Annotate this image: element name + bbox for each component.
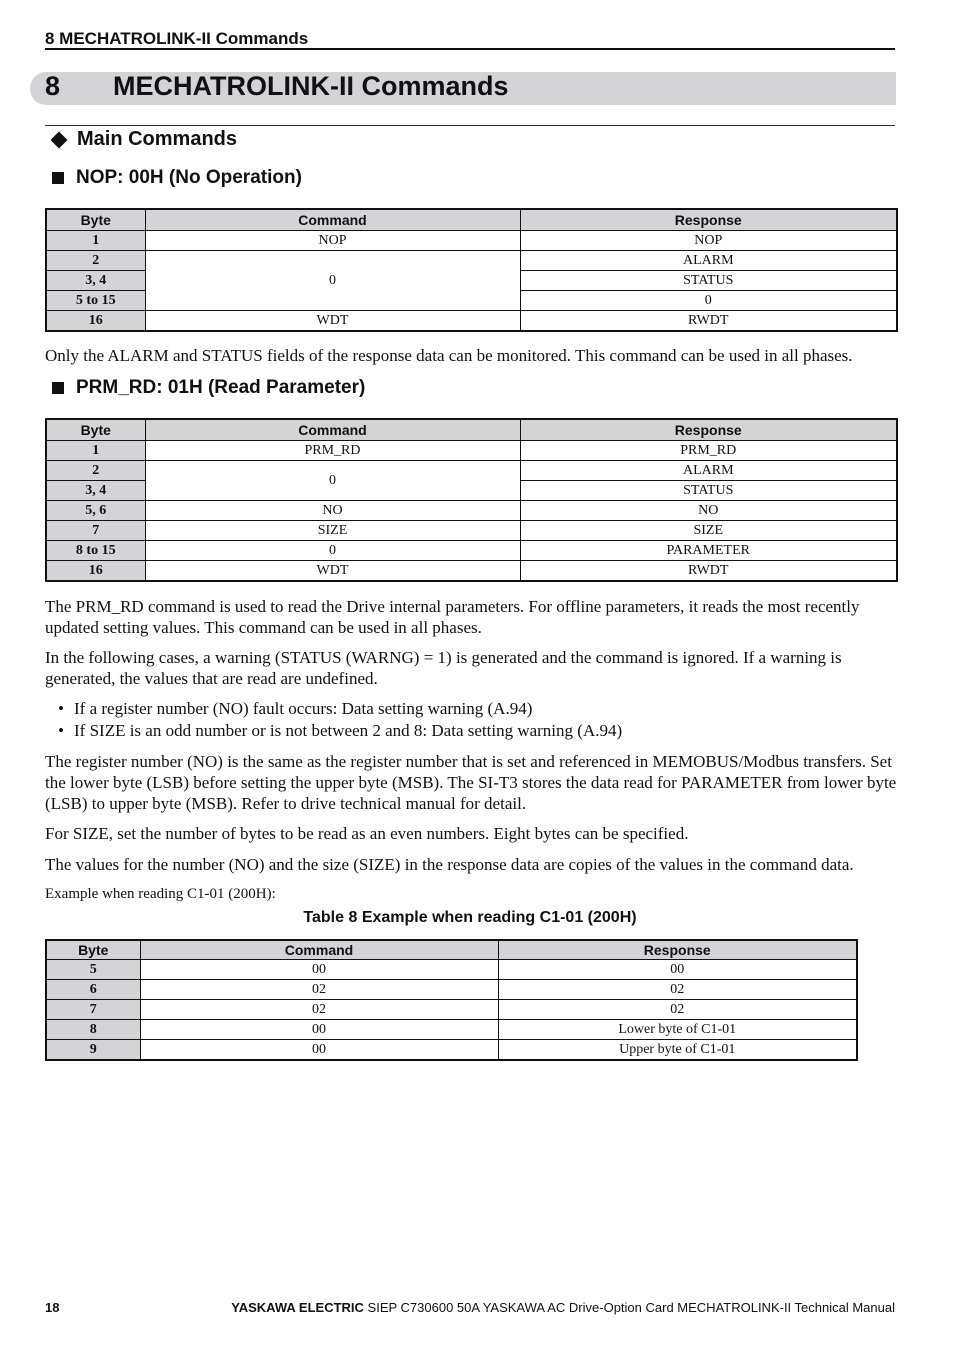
response-cell: 02 xyxy=(498,980,857,1000)
body-paragraph: For SIZE, set the number of bytes to be read as an even numbers. Eight bytes can be specified. xyxy=(45,824,689,843)
prm-rd-table xyxy=(45,418,898,582)
response-cell: Upper byte of C1-01 xyxy=(498,1040,857,1061)
byte-cell: 1 xyxy=(46,441,145,461)
table-header-row xyxy=(46,209,897,231)
byte-cell: 6 xyxy=(46,980,140,1000)
response-cell: NO xyxy=(520,501,897,521)
body-paragraph: In the following cases, a warning (STATUS (WARNG) = 1) is generated and the command is ignored. If a warning is generated, the values that are read are undefined. xyxy=(45,648,842,688)
response-cell: STATUS xyxy=(520,481,897,501)
prm-rd-heading xyxy=(52,377,365,399)
table-row xyxy=(46,1040,857,1061)
table-row xyxy=(46,441,897,461)
command-cell: PRM_RD xyxy=(145,441,520,461)
example-table xyxy=(45,939,858,1061)
byte-cell: 7 xyxy=(46,1000,140,1020)
square-bullet-icon xyxy=(52,382,64,394)
table-row xyxy=(46,561,897,582)
command-cell: 02 xyxy=(140,980,498,1000)
response-cell: STATUS xyxy=(520,271,897,291)
command-cell: 0 xyxy=(145,251,520,311)
chapter-number: 8 xyxy=(45,71,61,101)
response-cell: 00 xyxy=(498,960,857,980)
command-cell: NO xyxy=(145,501,520,521)
footer-document-title: SIEP C730600 50A YASKAWA AC Drive-Option Card MECHATROLINK-II Technical Manual xyxy=(363,1300,895,1315)
byte-cell: 2 xyxy=(46,251,145,271)
table-row xyxy=(46,231,897,251)
byte-cell: 16 xyxy=(46,561,145,582)
byte-cell: 16 xyxy=(46,311,145,332)
response-cell: 02 xyxy=(498,1000,857,1020)
nop-heading xyxy=(52,167,302,189)
column-header: Command xyxy=(145,209,520,231)
table-row xyxy=(46,251,897,271)
command-cell: 00 xyxy=(140,960,498,980)
list-item-text: If SIZE is an odd number or is not between 2 and 8: Data setting warning (A.94) xyxy=(74,721,623,740)
column-header: Command xyxy=(145,419,520,441)
table-row xyxy=(46,521,897,541)
response-cell: 0 xyxy=(520,291,897,311)
response-cell: RWDT xyxy=(520,311,897,332)
table-row xyxy=(46,461,897,481)
table-row xyxy=(46,541,897,561)
column-header: Byte xyxy=(46,209,145,231)
command-cell: 0 xyxy=(145,541,520,561)
byte-cell: 2 xyxy=(46,461,145,481)
byte-cell: 9 xyxy=(46,1040,140,1061)
column-header: Response xyxy=(498,940,857,960)
command-cell: 00 xyxy=(140,1040,498,1061)
footer-publisher: YASKAWA ELECTRIC xyxy=(231,1300,364,1315)
table-row xyxy=(46,501,897,521)
byte-cell: 3, 4 xyxy=(46,481,145,501)
response-cell: ALARM xyxy=(520,461,897,481)
example-label: Example when reading C1-01 (200H): xyxy=(45,886,276,902)
running-header: 8 MECHATROLINK-II Commands xyxy=(45,29,309,48)
list-item: • If a register number (NO) fault occurs: Data setting warning (A.94) xyxy=(58,699,533,718)
nop-note: Only the ALARM and STATUS fields of the response data can be monitored. This command can be used in all phases. xyxy=(45,346,853,365)
response-cell: Lower byte of C1-01 xyxy=(498,1020,857,1040)
byte-cell: 1 xyxy=(46,231,145,251)
list-item: • If SIZE is an odd number or is not between 2 and 8: Data setting warning (A.94) xyxy=(58,721,623,740)
section-title: Main Commands xyxy=(77,128,238,150)
table-row xyxy=(46,1020,857,1040)
response-cell: SIZE xyxy=(520,521,897,541)
body-paragraph: The values for the number (NO) and the size (SIZE) in the response data are copies of the values in the command data. xyxy=(45,855,854,874)
list-item-text: If a register number (NO) fault occurs: Data setting warning (A.94) xyxy=(74,699,533,718)
table-caption: Table 8 Example when reading C1-01 (200H) xyxy=(303,909,637,926)
column-header: Response xyxy=(520,419,897,441)
chapter-title: MECHATROLINK-II Commands xyxy=(113,71,509,101)
response-cell: PRM_RD xyxy=(520,441,897,461)
response-cell: ALARM xyxy=(520,251,897,271)
byte-cell: 8 to 15 xyxy=(46,541,145,561)
table-row xyxy=(46,311,897,332)
table-row xyxy=(46,1000,857,1020)
warning-list xyxy=(58,698,888,742)
page-number: 18 xyxy=(45,1300,60,1315)
section-rule xyxy=(45,125,895,126)
command-cell: SIZE xyxy=(145,521,520,541)
column-header: Command xyxy=(140,940,498,960)
body-paragraph: The register number (NO) is the same as the register number that is set and referenced in MEMOBUS/Modbus transfers. Set the lower byte (LSB) before setting the upper byte (MSB). The SI-T3 stores the data read for PARAMETER from lower byte (LSB) to upper byte (MSB). Refer to drive technical manual for detail. xyxy=(45,752,897,813)
command-cell: WDT xyxy=(145,561,520,582)
prm-rd-heading-text: PRM_RD: 01H (Read Parameter) xyxy=(76,377,366,398)
response-cell: RWDT xyxy=(520,561,897,582)
response-cell: NOP xyxy=(520,231,897,251)
table-header-row xyxy=(46,940,857,960)
column-header: Response xyxy=(520,209,897,231)
diamond-icon xyxy=(51,131,68,148)
square-bullet-icon xyxy=(52,172,64,184)
byte-cell: 5, 6 xyxy=(46,501,145,521)
table-row xyxy=(46,980,857,1000)
command-cell: 0 xyxy=(145,461,520,501)
response-cell: PARAMETER xyxy=(520,541,897,561)
table-header-row xyxy=(46,419,897,441)
nop-table xyxy=(45,208,898,332)
footer-document xyxy=(231,1300,895,1315)
byte-cell: 5 to 15 xyxy=(46,291,145,311)
byte-cell: 8 xyxy=(46,1020,140,1040)
command-cell: 00 xyxy=(140,1020,498,1040)
command-cell: 02 xyxy=(140,1000,498,1020)
command-cell: NOP xyxy=(145,231,520,251)
byte-cell: 5 xyxy=(46,960,140,980)
section-heading xyxy=(50,128,237,151)
byte-cell: 3, 4 xyxy=(46,271,145,291)
command-cell: WDT xyxy=(145,311,520,332)
body-paragraph: The PRM_RD command is used to read the Drive internal parameters. For offline parameters, it reads the most recently updated setting values. This command can be used in all phases. xyxy=(45,597,860,637)
table-row xyxy=(46,960,857,980)
column-header: Byte xyxy=(46,419,145,441)
column-header: Byte xyxy=(46,940,140,960)
byte-cell: 7 xyxy=(46,521,145,541)
header-rule xyxy=(45,48,895,50)
nop-heading-text: NOP: 00H (No Operation) xyxy=(76,167,302,188)
